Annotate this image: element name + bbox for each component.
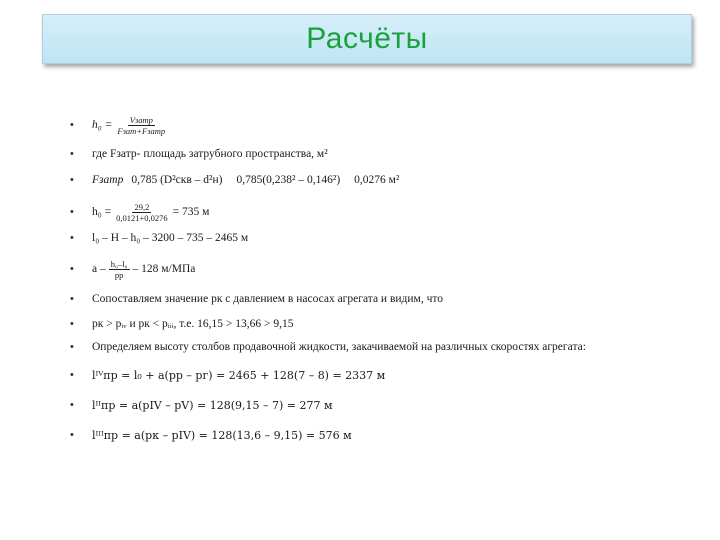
bullet-icon: • — [70, 148, 74, 160]
list-item — [70, 394, 690, 416]
bullet-icon: • — [70, 206, 74, 218]
bullet-icon: • — [70, 232, 74, 244]
list-item — [70, 288, 690, 310]
fraction-denominator: 0,0121+0,0276 — [116, 212, 168, 223]
bullet-icon: • — [70, 174, 74, 186]
fraction — [109, 259, 130, 280]
bullet-icon: • — [70, 263, 74, 275]
list-item — [70, 169, 690, 191]
fraction-numerator: Vзатр — [129, 114, 153, 125]
formula-result: – 128 м/МПа — [132, 263, 196, 275]
bullet-icon: • — [70, 341, 74, 353]
formula-fzatr — [92, 174, 399, 186]
formula-a — [92, 259, 195, 280]
formula-h0-value — [92, 202, 209, 223]
list-item — [70, 313, 690, 335]
definition-text: где Fзатр- площадь затрубного пространства, м² — [92, 148, 328, 160]
bullet-icon: • — [70, 293, 74, 305]
fraction-numerator: 29,2 — [134, 201, 150, 212]
formula-l0: l₀ – H – h₀ – 3200 – 735 – 2465 м — [92, 232, 249, 244]
formula-l-iv: lᴵⱽпр = l₀ + a(pр – pг) = 2465 + 128(7 – 8) = 2337 м — [92, 368, 386, 382]
list-item — [70, 201, 690, 223]
fraction — [115, 115, 167, 136]
formula-lhs: h₀ = — [92, 119, 113, 131]
determine-heights-text: Определяем высоту столбов продавочной жидкости, закачиваемой на различных скоростях агрегата: — [92, 341, 586, 353]
formula-l-ii: lᴵᴵпр = a(pIV – pV) = 128(9,15 – 7) = 277 м — [92, 398, 333, 412]
list-item — [70, 227, 690, 249]
comparison-formula: pк > pᵢᵥ и pк < pᵢᵢᵢ, т.е. 16,15 > 13,66 > 9,15 — [92, 318, 294, 330]
formula-h0 — [92, 115, 170, 136]
bullet-icon: • — [70, 429, 74, 441]
bullet-icon: • — [70, 119, 74, 131]
formula-l-iii: lᴵᴵᴵпр = a(pк – pIV) = 128(13,6 – 9,15) = 576 м — [92, 428, 352, 442]
fraction-numerator: h₀–l₀ — [110, 258, 128, 269]
formula-lhs: Fзатр — [92, 174, 124, 186]
formula-part: 0,785 (D²скв – d²н) — [131, 174, 223, 186]
formula-lhs: h₀ = — [92, 206, 112, 218]
list-item — [70, 143, 690, 165]
list-item — [70, 364, 690, 386]
fraction-denominator: pр — [114, 269, 124, 280]
bullet-icon: • — [70, 369, 74, 381]
list-item — [70, 258, 690, 280]
list-item — [70, 424, 690, 446]
fraction — [114, 202, 170, 223]
formula-result: 0,0276 м² — [354, 174, 400, 186]
list-item — [70, 114, 690, 136]
bullet-icon: • — [70, 399, 74, 411]
comparison-text: Сопоставляем значение pк с давлением в насосах агрегата и видим, что — [92, 293, 443, 305]
slide-title: Расчёты — [306, 22, 428, 55]
bullet-icon: • — [70, 318, 74, 330]
formula-lhs: a – — [92, 263, 106, 275]
fraction-denominator: Fзат+Fзатр — [117, 125, 166, 136]
formula-part: 0,785(0,238² – 0,146²) — [236, 174, 341, 186]
list-item — [70, 336, 690, 358]
formula-result: = 735 м — [172, 206, 210, 218]
